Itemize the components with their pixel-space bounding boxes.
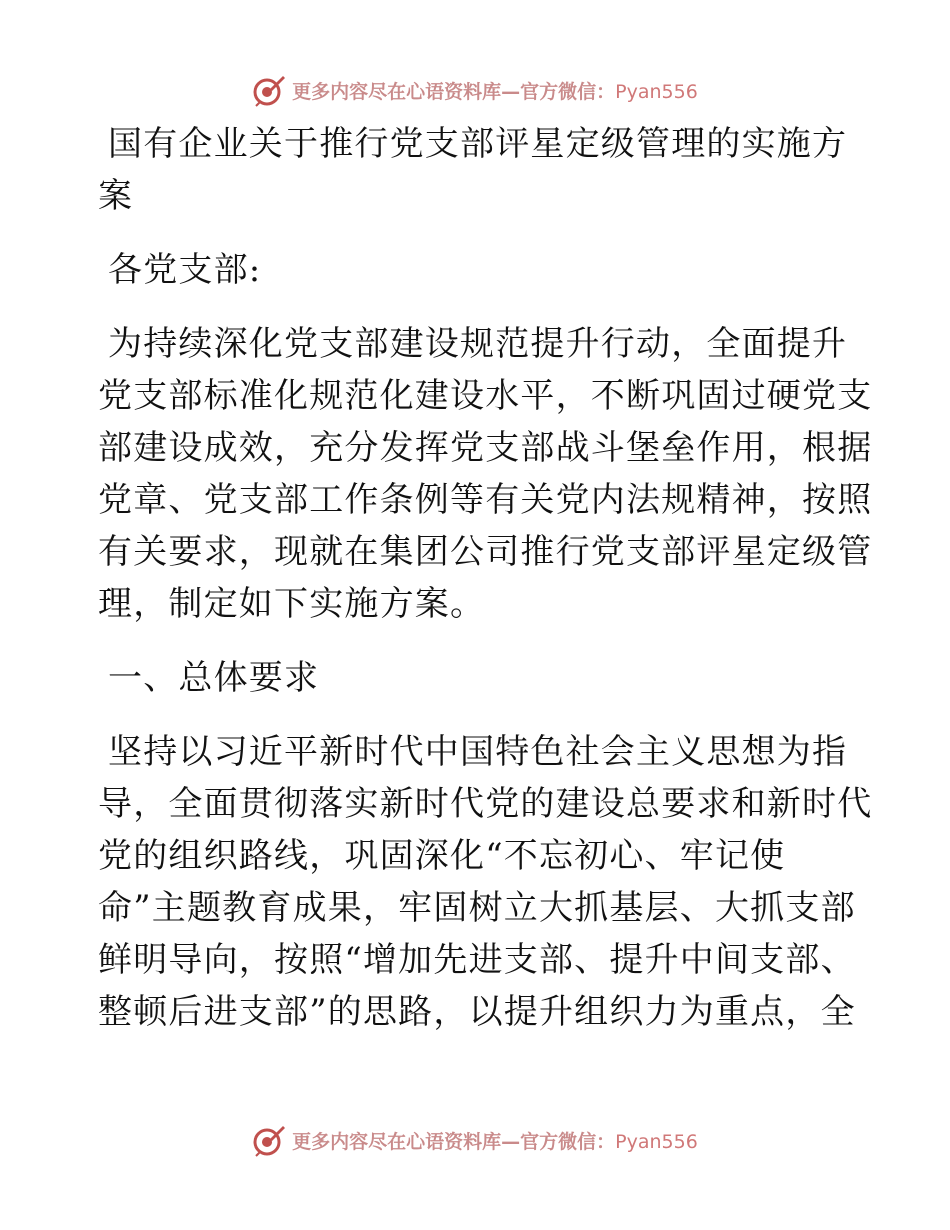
pen-logo-icon bbox=[252, 73, 286, 107]
header-watermark bbox=[0, 70, 950, 110]
paragraph-2-line-4: 命”主题教育成果，牢固树立大抓基层、大抓支部 bbox=[98, 888, 856, 928]
paragraph-1-line-2: 党支部标准化规范化建设水平，不断巩固过硬党支 bbox=[98, 376, 873, 416]
paragraph-2-line-1: 坚持以习近平新时代中国特色社会主义思想为指 bbox=[108, 732, 848, 772]
paragraph-2-line-6: 整顿后进支部”的思路，以提升组织力为重点，全 bbox=[98, 992, 856, 1032]
title-line-2: 案 bbox=[98, 176, 134, 216]
watermark-label: 更多内容尽在心语资料库—官方微信： bbox=[292, 1130, 616, 1153]
paragraph-2-line-5: 鲜明导向，按照“增加先进支部、提升中间支部、 bbox=[98, 940, 856, 980]
watermark-text bbox=[292, 77, 698, 104]
paragraph-1-line-4: 党章、党支部工作条例等有关党内法规精神，按照 bbox=[98, 480, 873, 520]
paragraph-1-line-1: 为持续深化党支部建设规范提升行动，全面提升 bbox=[108, 324, 848, 364]
footer-watermark bbox=[0, 1120, 950, 1160]
paragraph-1-line-6: 理，制定如下实施方案。 bbox=[98, 584, 486, 624]
watermark-label: 更多内容尽在心语资料库—官方微信： bbox=[292, 80, 616, 103]
document-body bbox=[98, 118, 873, 1038]
section-1-heading: 一、总体要求 bbox=[108, 658, 320, 698]
paragraph-1-line-3: 部建设成效，充分发挥党支部战斗堡垒作用，根据 bbox=[98, 428, 873, 468]
paragraph-2-line-2: 导，全面贯彻落实新时代党的建设总要求和新时代 bbox=[98, 784, 873, 824]
watermark-wechat-id: Pyan556 bbox=[615, 1130, 698, 1153]
pen-logo-icon bbox=[252, 1123, 286, 1157]
salutation: 各党支部: bbox=[108, 250, 262, 290]
paragraph-2-line-3: 党的组织路线，巩固深化“不忘初心、牢记使 bbox=[98, 836, 786, 876]
title-line-1: 国有企业关于推行党支部评星定级管理的实施方 bbox=[108, 124, 848, 164]
paragraph-1-line-5: 有关要求，现就在集团公司推行党支部评星定级管 bbox=[98, 532, 873, 572]
watermark-wechat-id: Pyan556 bbox=[615, 80, 698, 103]
watermark-text bbox=[292, 1127, 698, 1154]
